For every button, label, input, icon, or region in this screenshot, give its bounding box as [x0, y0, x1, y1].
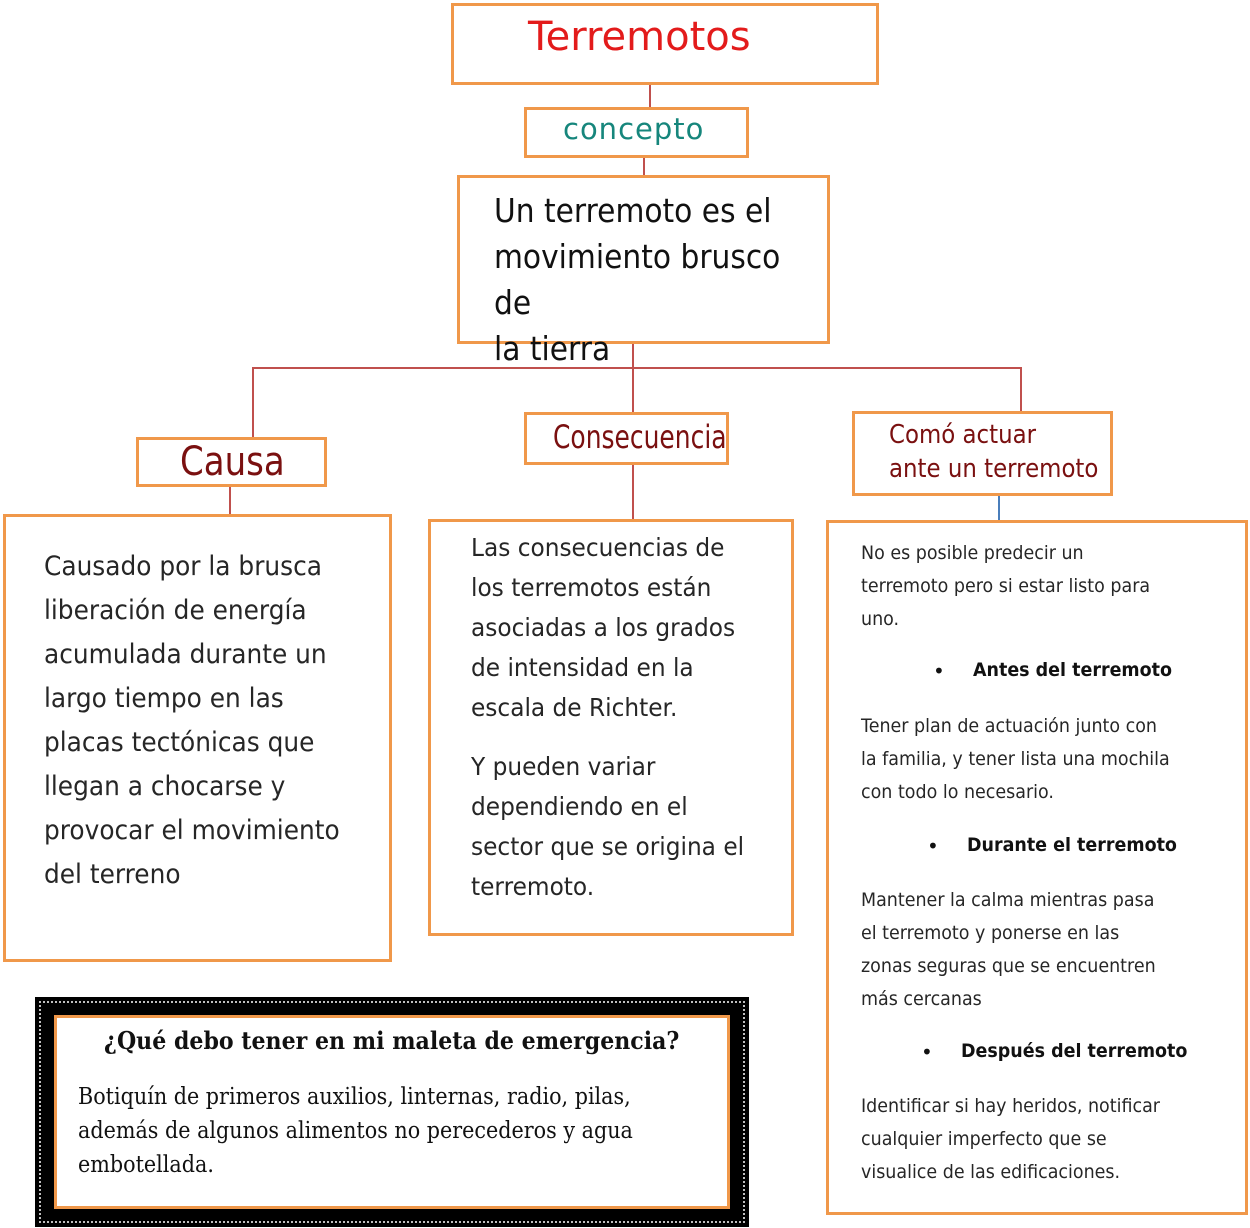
causa-label-node [136, 437, 327, 487]
heading-durante: Durante el terremoto [967, 834, 1177, 856]
connector-to-causa [252, 367, 254, 437]
concept-label-node [524, 107, 749, 158]
connector-concept-definition [643, 158, 645, 175]
text-durante: Mantener la calma mientras pasa el terremoto y ponerse en las zonas seguras que se encuentren más cercanas [861, 889, 1156, 1010]
consecuencia-detail-node [428, 519, 794, 936]
causa-detail-node [3, 514, 392, 962]
bullet-antes: • [933, 659, 945, 683]
actuar-label: Comó actuar ante un terremoto [889, 420, 1099, 484]
consecuencia-label: Consecuencia [553, 418, 727, 456]
diagram-title: Terremotos [528, 14, 751, 60]
consecuencia-paragraph-2: Y pueden variar dependiendo en el sector que se origina el terremoto. [471, 752, 745, 901]
consecuencia-paragraph-1: Las consecuencias de los terremotos están asociadas a los grados de intensidad en la escala de Richter. [471, 533, 736, 722]
causa-text: Causado por la brusca liberación de energía acumulada durante un largo tiempo en las placas tectónicas que llegan a chocarse y provocar el movimiento del terreno [44, 551, 340, 890]
actuar-detail-node [826, 520, 1248, 1215]
heading-despues: Después del terremoto [961, 1040, 1188, 1062]
actuar-intro: No es posible predecir un terremoto pero si estar listo para uno. [861, 542, 1151, 630]
connector-consecuencia-detail [632, 465, 634, 519]
causa-label: Causa [180, 439, 285, 485]
emergency-kit-answer: Botiquín de primeros auxilios, linternas, radio, pilas, además de algunos alimentos no perecederos y agua embotellada. [78, 1084, 633, 1178]
emergency-kit-node [54, 1015, 730, 1209]
heading-antes: Antes del terremoto [973, 659, 1173, 681]
title-node [451, 3, 879, 85]
definition-text: Un terremoto es el movimiento brusco de la tierra [494, 191, 781, 368]
bullet-despues: • [921, 1040, 933, 1064]
connector-causa-detail [229, 487, 231, 514]
consecuencia-label-node [524, 412, 729, 465]
text-despues: Identificar si hay heridos, notificar cualquier imperfecto que se visualice de las edificaciones. [861, 1095, 1160, 1183]
emergency-kit-question: ¿Qué debo tener en mi maleta de emergencia? [104, 1026, 680, 1055]
connector-actuar-detail [998, 496, 1000, 520]
connector-to-actuar [1020, 367, 1022, 411]
concept-label: concepto [563, 112, 705, 146]
definition-node [457, 175, 830, 368]
connector-to-consecuencia [632, 367, 634, 412]
connector-title-concept [649, 85, 651, 107]
bullet-durante: • [927, 834, 939, 858]
text-antes: Tener plan de actuación junto con la familia, y tener lista una mochila con todo lo necesario. [861, 715, 1170, 803]
actuar-label-node [852, 411, 1113, 496]
